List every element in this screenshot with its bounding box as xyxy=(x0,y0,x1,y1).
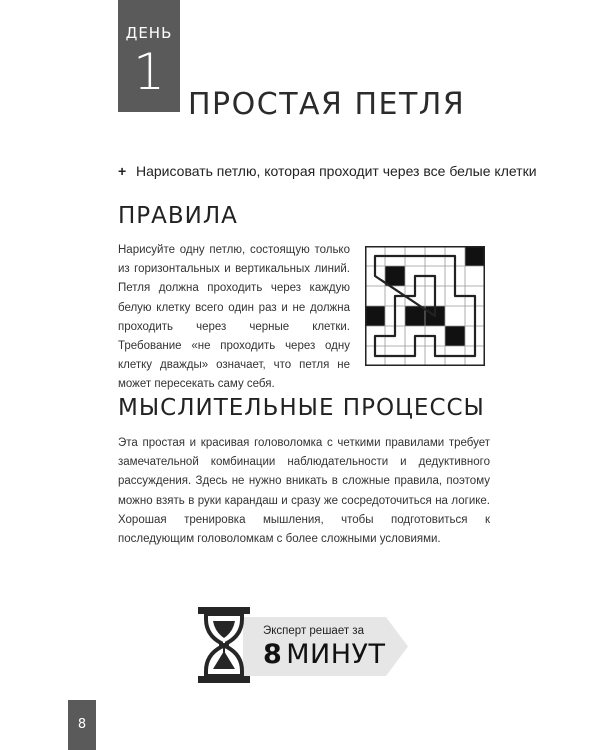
thinking-heading: МЫСЛИТЕЛЬНЫЕ ПРОЦЕССЫ xyxy=(118,395,485,421)
expert-label: Эксперт решает за xyxy=(263,625,364,637)
thinking-text: Эта простая и красивая головоломка с четкими правилами требует замечательной комбинации наблюдательности и дедуктивного рассуждения. Здесь не нужно вникать в сложные правила, поэтому можно взять в руки карандаш и сразу же сосредоточиться на логике. Хорошая тренировка мышления, чтобы подготовиться к последующим головоломкам с более сложными условиями. xyxy=(118,437,490,546)
puzzle-black-cell xyxy=(445,326,465,346)
page-title: ПРОСТАЯ ПЕТЛЯ xyxy=(188,87,466,122)
goal-bullet: + xyxy=(118,163,127,179)
rules-text: Нарисуйте одну петлю, состоящую только из горизонтальных и вертикальных линий. Петля должна проходить через каждую белую клетку всего один раз и не должна проходить через черные клетки. Требование «не проходить через одну клетку дважды» означает, что петля не может пересекать саму себя. xyxy=(118,244,350,391)
day-badge xyxy=(118,0,180,112)
expert-time-unit: МИНУТ xyxy=(286,639,386,670)
puzzle-svg xyxy=(365,246,485,366)
puzzle-black-cell xyxy=(405,306,425,326)
rules-heading: ПРАВИЛА xyxy=(118,203,238,229)
expert-banner xyxy=(243,617,408,676)
goal-text: Нарисовать петлю, которая проходит через все белые клетки xyxy=(136,163,537,179)
day-label: ДЕНЬ xyxy=(125,24,173,42)
page-number: 8 xyxy=(68,700,96,750)
expert-time xyxy=(263,639,386,670)
puzzle-black-cell xyxy=(465,246,485,266)
puzzle-grid xyxy=(365,246,485,366)
hourglass-icon xyxy=(197,607,251,683)
expert-time-number: 8 xyxy=(263,639,282,670)
puzzle-black-cell xyxy=(365,306,385,326)
puzzle-black-cell xyxy=(385,266,405,286)
goal-line xyxy=(118,163,537,179)
day-number: 1 xyxy=(133,43,165,101)
